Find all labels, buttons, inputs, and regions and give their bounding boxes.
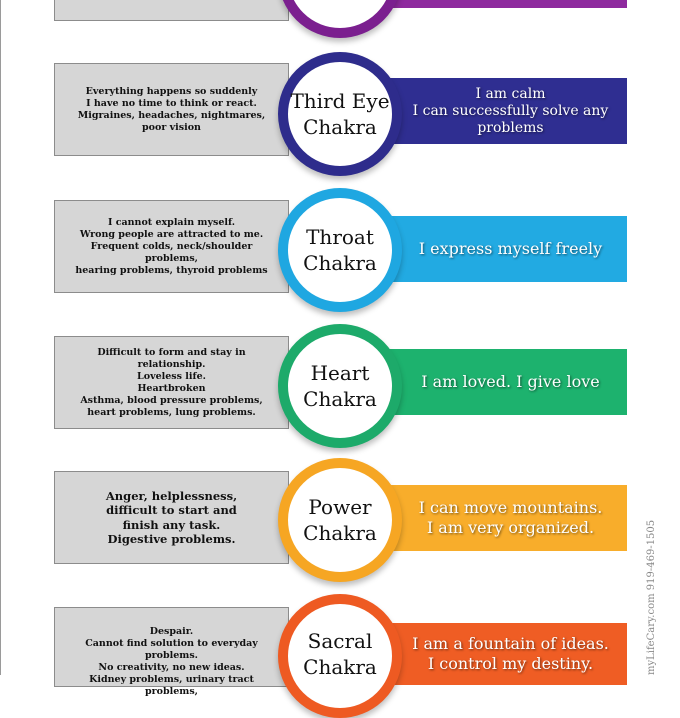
symptoms-box: [54, 0, 289, 21]
chakra-ring: Heart Chakra: [278, 324, 402, 448]
chakra-ring: Sacral Chakra: [278, 594, 402, 718]
chakra-ring: Third Eye Chakra: [278, 52, 402, 176]
affirmation-band: [380, 0, 627, 8]
chakra-ring: Throat Chakra: [278, 188, 402, 312]
side-credit: myLifeCary.com 919-469-1505: [646, 519, 657, 675]
affirmation-band: I am loved. I give love: [380, 349, 627, 415]
affirmation-band: I am a fountain of ideas. I control my destiny.: [380, 623, 627, 685]
affirmation-band: I am calm I can successfully solve any problems: [380, 78, 627, 144]
symptoms-box: Anger, helplessness, difficult to start and finish any task. Digestive problems.: [54, 471, 289, 564]
symptoms-box: Everything happens so suddenly I have no time to think or react. Migraines, headaches, nightmares, poor vision: [54, 63, 289, 156]
symptoms-box: I cannot explain myself. Wrong people are attracted to me. Frequent colds, neck/shoulder problems, hearing problems, thyroid problems: [54, 200, 289, 293]
chakra-ring: Power Chakra: [278, 458, 402, 582]
affirmation-band: I express myself freely: [380, 216, 627, 282]
affirmation-band: I can move mountains. I am very organized.: [380, 485, 627, 551]
symptoms-box: Difficult to form and stay in relationship. Loveless life. Heartbroken Asthma, blood pressure problems, heart problems, lung problems.: [54, 336, 289, 429]
symptoms-box: Despair. Cannot find solution to everyday problems. No creativity, no new ideas. Kidney problems, urinary tract problems,: [54, 607, 289, 687]
